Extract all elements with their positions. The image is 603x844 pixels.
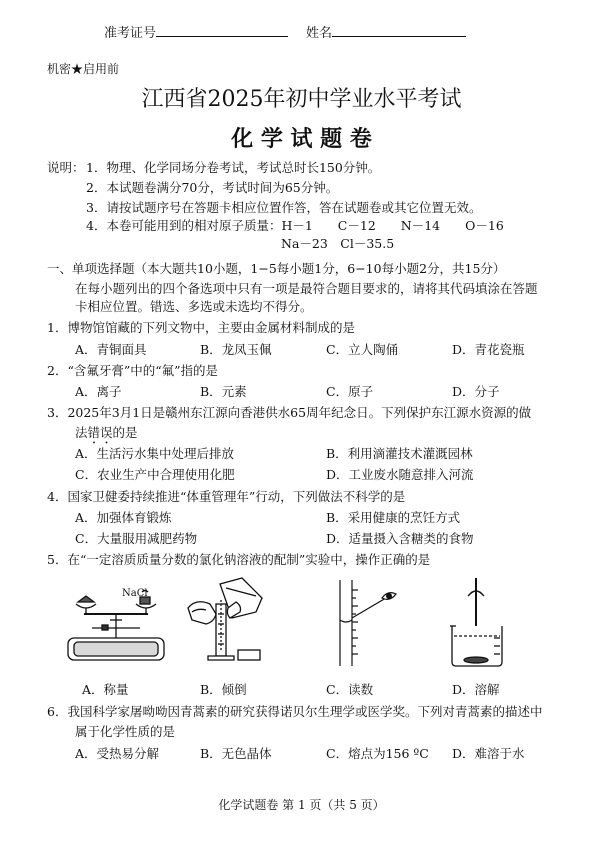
q3-option-d: D．工业废水随意排入河流 bbox=[326, 467, 474, 482]
confidential-mark: 机密★启用前 bbox=[47, 62, 120, 76]
paper-title: 化 学 试 题 卷 bbox=[231, 127, 372, 152]
q3-stem-pre: 法 bbox=[75, 425, 88, 440]
section-desc-line1: 在每小题列出的四个备选项中只有一项是最符合题目要求的，请将其代码填涂在答题 bbox=[75, 281, 538, 296]
name-field bbox=[306, 22, 466, 41]
q3-option-c: C．农业生产中合理使用化肥 bbox=[75, 467, 235, 482]
q6-option-d: D．难溶于水 bbox=[452, 746, 525, 761]
instruction-item-3: 3．请按试题序号在答题卡相应位置作答，答在试题卷或其它位置无效。 bbox=[86, 200, 482, 215]
pouring-figure bbox=[180, 574, 280, 670]
nacl-label: NaCl bbox=[122, 588, 148, 599]
section-desc-line2: 卡相应位置。错选、多选或未选均不得分。 bbox=[75, 299, 313, 314]
name-blank bbox=[332, 24, 466, 37]
q2-option-d: D．分子 bbox=[452, 384, 500, 399]
q4-option-c: C．大量服用减肥药物 bbox=[75, 531, 198, 546]
dissolving-figure bbox=[440, 576, 530, 670]
q5-option-c: C．读数 bbox=[326, 682, 374, 697]
instruction-item-2: 2．本试题卷满分70分，考试时间为65分钟。 bbox=[86, 180, 339, 195]
q6-option-a: A．受热易分解 bbox=[75, 746, 160, 761]
question-2-stem: 2．“含氟牙膏”中的“氟”指的是 bbox=[47, 363, 219, 378]
q4-option-b: B．采用健康的烹饪方式 bbox=[326, 510, 461, 525]
instructions-label: 说明： bbox=[47, 160, 85, 175]
q3-option-a: A．生活污水集中处理后排放 bbox=[75, 446, 235, 461]
q1-option-c: C．立人陶俑 bbox=[326, 342, 399, 357]
question-4-stem: 4．国家卫健委持续推进“体重管理年”行动，下列做法不科学的是 bbox=[47, 489, 406, 504]
q3-option-b: B．利用滴灌技术灌溉园林 bbox=[326, 446, 473, 461]
question-1-stem: 1．博物馆馆藏的下列文物中，主要由金属材料制成的是 bbox=[47, 320, 355, 335]
name-label: 姓名 bbox=[306, 26, 333, 41]
exam-title: 江西省2025年初中学业水平考试 bbox=[141, 87, 462, 112]
q6-option-c: C．熔点为156 ºC bbox=[326, 746, 429, 761]
q5-option-d: D．溶解 bbox=[452, 682, 500, 697]
section-heading: 一、单项选择题（本大题共10小题，1−5每小题1分，6−10每小题2分，共15分） bbox=[47, 261, 506, 276]
q2-option-c: C．原子 bbox=[326, 384, 374, 399]
q4-option-d: D．适量摄入含糖类的食物 bbox=[326, 531, 474, 546]
admission-number-blank bbox=[156, 24, 288, 37]
q1-option-a: A．青铜面具 bbox=[75, 342, 147, 357]
instruction-item-4-cont: Na－23 Cl－35.5 bbox=[281, 236, 395, 251]
instruction-item-1: 1．物理、化学同场分卷考试，考试总时长150分钟。 bbox=[86, 160, 381, 175]
instruction-item-4: 4．本卷可能用到的相对原子质量：H－1 C－12 N－14 O－16 bbox=[86, 218, 504, 233]
question-6-stem-line2: 属于化学性质的是 bbox=[75, 724, 176, 739]
reading-figure bbox=[318, 576, 418, 670]
admission-number-field bbox=[104, 22, 288, 41]
page-footer: 化学试题卷 第 1 页（共 5 页） bbox=[218, 798, 385, 812]
q5-option-a: A．称量 bbox=[82, 682, 129, 697]
q6-option-b: B．无色晶体 bbox=[200, 746, 272, 761]
q1-option-b: B．龙凤玉佩 bbox=[200, 342, 272, 357]
q3-stem-emphasis: 错误 bbox=[87, 425, 113, 440]
balance-scale-figure bbox=[62, 580, 172, 668]
q5-option-b: B．倾倒 bbox=[200, 682, 247, 697]
q2-option-b: B．元素 bbox=[200, 384, 247, 399]
q4-option-a: A．加强体育锻炼 bbox=[75, 510, 172, 525]
question-6-stem-line1: 6．我国科学家屠呦呦因青蒿素的研究获得诺贝尔生理学或医学奖。下列对青蒿素的描述中 bbox=[47, 704, 543, 719]
question-5-stem: 5．在“一定溶质质量分数的氯化钠溶液的配制”实验中，操作正确的是 bbox=[47, 552, 431, 567]
q3-stem-post: 的是 bbox=[112, 425, 138, 440]
admission-number-label: 准考证号 bbox=[104, 26, 157, 41]
question-3-stem-line1: 3．2025年3月1日是赣州东江源向香港供水65周年纪念日。下列保护东江源水资源的做 bbox=[47, 405, 532, 420]
q1-option-d: D．青花瓷瓶 bbox=[452, 342, 525, 357]
q2-option-a: A．离子 bbox=[75, 384, 122, 399]
